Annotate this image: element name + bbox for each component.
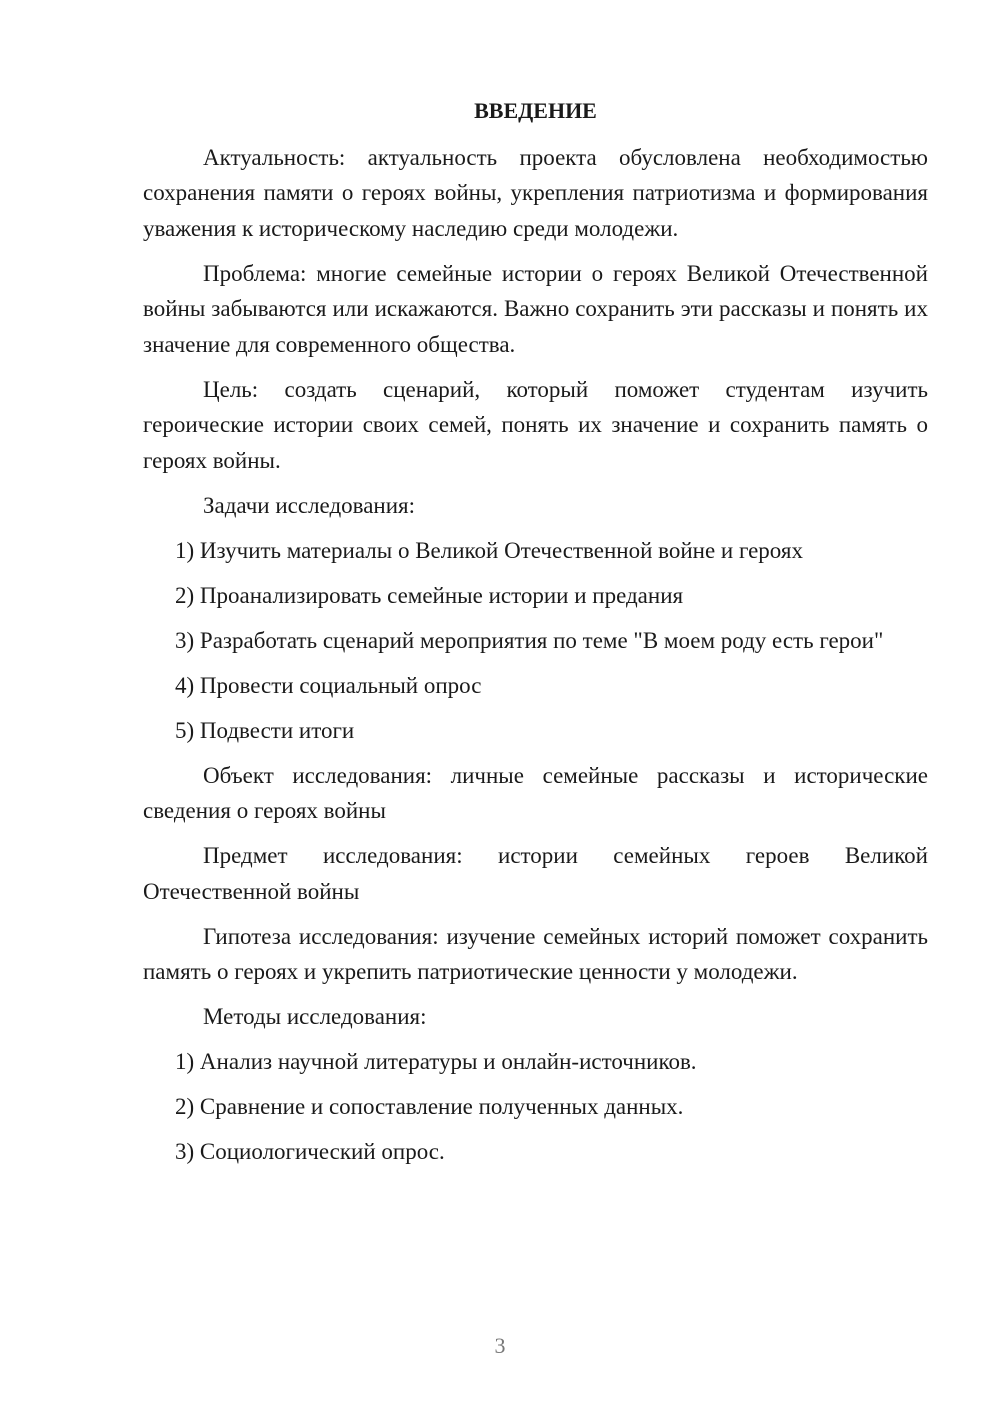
- method-item: 2) Сравнение и сопоставление полученных данных.: [175, 1094, 684, 1119]
- methods-heading: Методы исследования:: [203, 1004, 427, 1029]
- method-item: 1) Анализ научной литературы и онлайн-источников.: [175, 1049, 697, 1074]
- task-item: 2) Проанализировать семейные истории и предания: [175, 582, 684, 608]
- section-title: ВВЕДЕНИЕ: [474, 98, 597, 123]
- task-item: 5) Подвести итоги: [175, 717, 355, 743]
- task-item: 4) Провести социальный опрос: [175, 672, 482, 698]
- task-item: 1) Изучить материалы о Великой Отечественной войне и героях: [175, 537, 803, 563]
- relevance-paragraph: Актуальность: актуальность проекта обусловлена необходимостью сохранения памяти о героях войны, укрепления патриотизма и формирования уважения к историческому наследию среди молодежи.: [143, 144, 928, 241]
- problem-paragraph: Проблема: многие семейные истории о героях Великой Отечественной войны забываются или искажаются. Важно сохранить эти рассказы и понять их значение для современного общества.: [143, 260, 928, 357]
- subject-paragraph: Предмет исследования: истории семейных героев Великой Отечественной войны: [143, 843, 928, 904]
- page-number: 3: [494, 1333, 506, 1358]
- hypothesis-paragraph: Гипотеза исследования: изучение семейных историй поможет сохранить память о героях и укрепить патриотические ценности у молодежи.: [143, 923, 928, 984]
- goal-paragraph: Цель: создать сценарий, который поможет студентам изучить героические истории своих семей, понять их значение и сохранить память о героях войны.: [143, 376, 928, 473]
- task-item: 3) Разработать сценарий мероприятия по теме "В моем роду есть герои": [175, 627, 884, 653]
- document-body: [143, 93, 928, 1179]
- tasks-heading: Задачи исследования:: [203, 492, 416, 518]
- method-item: 3) Социологический опрос.: [175, 1139, 445, 1164]
- object-paragraph: Объект исследования: личные семейные рассказы и исторические сведения о героях войны: [143, 762, 928, 823]
